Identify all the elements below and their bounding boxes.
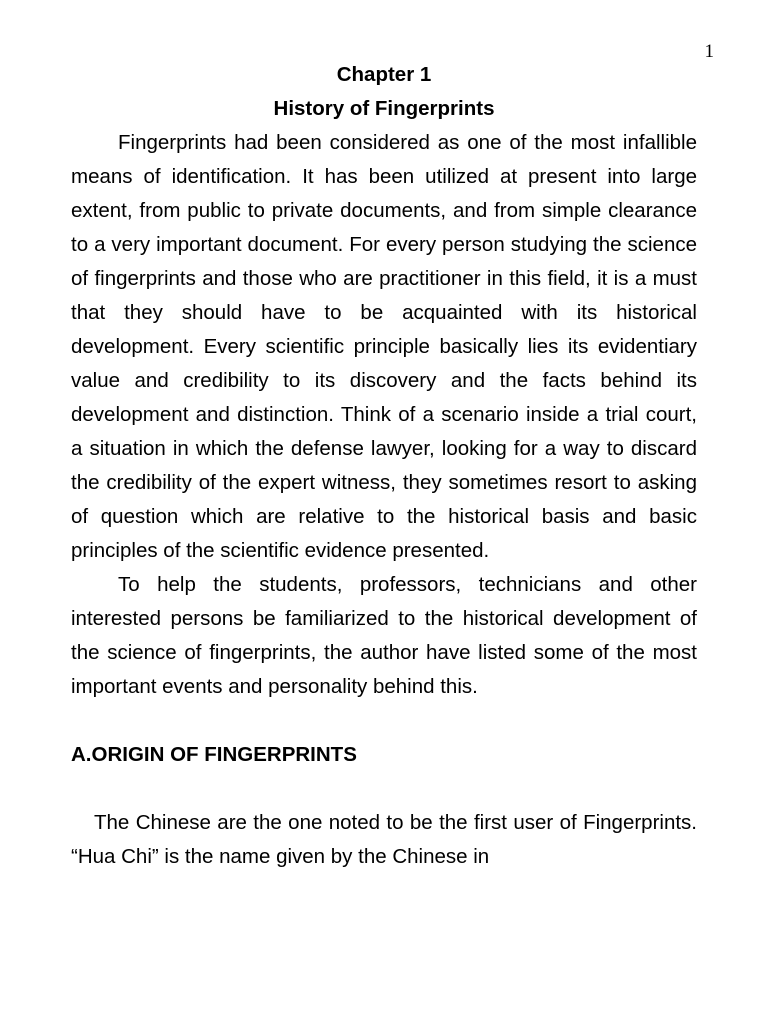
page-number: 1 [704,41,714,62]
chapter-label: Chapter 1 [336,63,432,86]
body-paragraph-2: To help the students, professors, technicians and other interested persons be familiarized to the historical development of the science of fingerprints, the author have listed some of the most important events and personality behind this. [71,573,697,698]
page-content [71,58,697,874]
body-paragraph-1: Fingerprints had been considered as one of the most infallible means of identification. It has been utilized at present into large extent, from public to private documents, and from simple clearance to a very important document. For every person studying the science of fingerprints and those who are practitioner in this field, it is a must that they should have to be acquainted with its historical development. Every scientific principle basically lies its evidentiary value and credibility to its discovery and the facts behind its development and distinction. Think of a scenario inside a trial court, a situation in which the defense lawyer, looking for a way to discard the credibility of the expert witness, they sometimes resort to asking of question which are relative to the historical basis and basic principles of the scientific evidence presented. [71,131,697,562]
section-paragraph: The Chinese are the one noted to be the first user of Fingerprints. “Hua Chi” is the name given by the Chinese in [71,811,697,868]
section-heading: A.ORIGIN OF FINGERPRINTS [71,743,357,766]
chapter-title: History of Fingerprints [273,97,495,120]
